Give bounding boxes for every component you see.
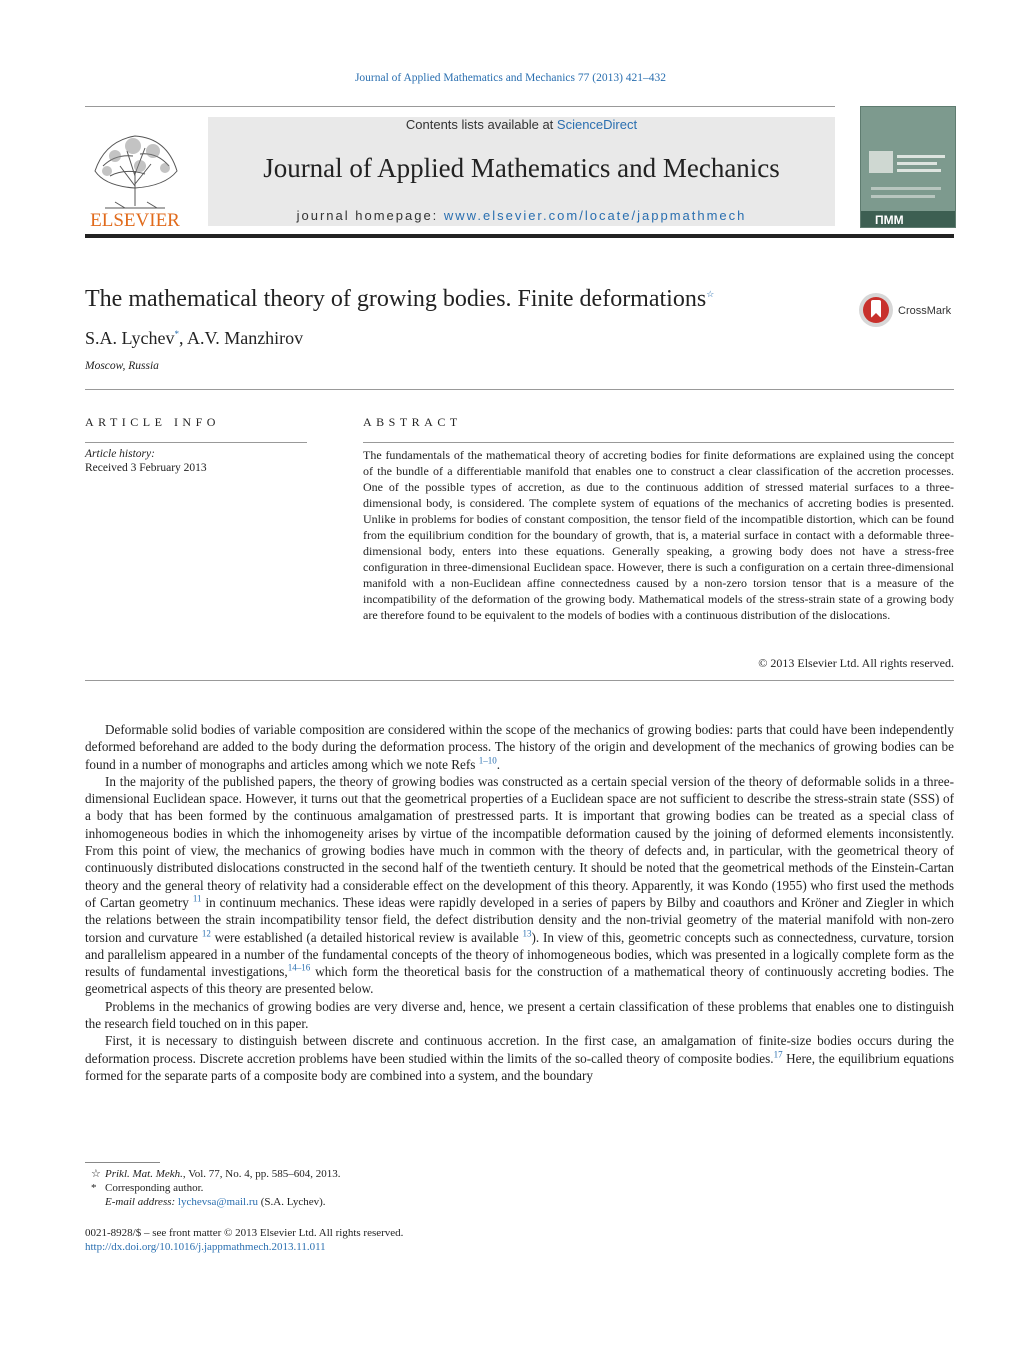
article-info-heading: ARTICLE INFO [85,415,220,429]
corresponding-author-mark[interactable]: * [174,329,179,339]
article-history-label: Article history: [85,448,155,460]
sciencedirect-link[interactable]: ScienceDirect [556,117,638,132]
body-text-run: Here, the equilibrium equations formed for the separate parts of a composite body are combined into a system, and the boundary [85,1050,954,1083]
footnote-corresponding [85,1181,954,1195]
body-text-run: First, it is necessary to distinguish between discrete and continuous accretion. In the first case, an amalgamation of finite-size bodies occurs during the deformation process. Discrete accretion problems have been studied within the limits of the so-called theory of composite bodies. [85,1033,954,1066]
abstract-heading: ABSTRACT [363,415,462,429]
homepage-prefix: journal homepage: [296,208,444,223]
citation-link[interactable]: 12 [201,928,211,939]
citation-link[interactable]: 13 [522,928,532,939]
author-2: A.V. Manzhirov [187,328,304,348]
received-date: Received 3 February 2013 [85,462,207,474]
body-text-run: In the majority of the published papers, the theory of growing bodies was constructed as a certain special version of the theory of deformable solids in a three-dimensional Euclidean space. However, it turns out that the geometrical properties of a Euclidean space are not sufficient to describe the stress-strain state (SSS) of a body that has been formed by the continuous amalgamation of prestressed parts. It is important that growing bodies can be treated as a special class of inhomogeneous bodies in which the inhomogeneity arises by virtue of the incompatible deformation caused by the joining of deformed elements inconsistently. From this point of view, the mechanics of growing bodies have much in common with the theory of defects and, in particular, with the geometrical theory of continuously distributed dislocations constructed in the second half of the twentieth century. It should be noted that the geometrical methods of the Einstein-Cartan theory and the general theory of relativity had a considerable effect on the development of this theory. Apparently, it was Kondo (1955) who first used the methods of Cartan geometry [85,773,954,910]
abstract-divider [363,442,954,443]
paper-title-text: The mathematical theory of growing bodies. Finite deformations [85,286,707,312]
footnote-source [85,1167,954,1181]
contents-prefix: Contents lists available at [405,117,557,132]
citation-link[interactable]: 17 [773,1049,783,1060]
body-text-run: . [496,756,500,772]
abstract-bottom-divider [85,680,954,681]
elsevier-tree-logo [85,116,185,228]
doi-link[interactable]: http://dx.doi.org/10.1016/j.jappmathmech.2013.11.011 [85,1241,326,1253]
crossmark-icon [858,290,958,330]
citation-link[interactable]: 14–16 [287,962,311,973]
contents-line [208,117,835,132]
journal-reference[interactable]: Journal of Applied Mathematics and Mechanics 77 (2013) 421–432 [354,72,667,84]
footnote-divider [85,1162,160,1163]
title-footnote-mark[interactable]: ☆ [706,289,715,299]
affiliation-divider [85,389,954,390]
journal-title: Journal of Applied Mathematics and Mechanics [263,153,780,183]
body-text [85,721,954,1084]
body-paragraph [85,773,954,998]
crossmark-label: CrossMark [898,305,952,317]
footnote-star-mark: ☆ [91,1168,101,1180]
body-paragraph [85,721,954,773]
header-thick-divider [85,234,954,238]
affiliation: Moscow, Russia [85,360,159,372]
abstract-text: The fundamentals of the mathematical theory of accreting bodies for finite deformations are explained using the concept of the bundle of a differentiable manifold that enables one to construct a clear classification of the accretion processes. One of the possible types of accretion, as due to the continuous addition of stressed material surfaces to a three-dimensional body, is considered. The complete system of equations of the mechanics of accreting bodies is presented. Unlike in problems for bodies of constant composition, the tensor field of the incompatible distortion, which can be found from the equilibrium condition for the boundary of growth, that is, a material surface in contact with a deformable three-dimensional body, enters into these equations. Generally speaking, a growing body does not have a stress-free configuration in three-dimensional Euclidean space. However, there is such a configuration on a certain three-dimensional manifold with a non-Euclidean affine connectedness caused by a non-zero torsion tensor that is a measure of the incompatibility of the deformation of the growing body. Mathematical models of the stress-strain state of a growing body are therefore found to be equivalent to the models of bodies with a continuous distribution of the dislocations. [363,448,954,622]
elsevier-wordmark: ELSEVIER [90,210,180,228]
abstract-copyright: © 2013 Elsevier Ltd. All rights reserved. [758,656,954,670]
front-matter [85,1226,403,1254]
body-text-run: Deformable solid bodies of variable composition are considered within the scope of the mechanics of growing bodies: parts that could have been independently deformed beforehand are added to the body during the deformation process. The history of the origin and development of the mechanics of growing bodies can be found in a number of monographs and articles among which we note Refs [85,722,954,772]
author-list [85,328,303,349]
body-paragraph: Problems in the mechanics of growing bodies are very diverse and, hence, we present a certain classification of these problems that enables one to distinguish the research field touched on in this paper. [85,998,954,1032]
citation-link[interactable]: 1–10 [478,755,497,766]
email-label: E-mail address: [105,1196,176,1208]
body-text-run: in continuum mechanics. These ideas were rapidly developed in a series of papers by Bilby and coauthors and Kröner and Ziegler in which the relations between the strain incompatibility tensor field, the defect distribution density and the non-trivial geometry of the material manifold with non-zero torsion and curvature [85,894,954,945]
cover-art [861,107,955,227]
crossmark-badge[interactable] [858,290,958,330]
email-link[interactable]: lychevsa@mail.ru [177,1196,258,1208]
body-paragraph [85,1032,954,1084]
footnote-source-details: , Vol. 77, No. 4, pp. 585–604, 2013. [182,1168,341,1180]
body-text-run: ). In view of this, geometric concepts such as connectedness, curvature, torsion and parallelism appeared in a number of the fundamental concepts of the theory of inhomogeneous bodies, which was presented in a logically complete form as the results of fundamental investigations, [85,929,955,980]
homepage-line [208,208,835,223]
paper-title [85,286,714,313]
footnote-email [85,1195,954,1209]
author-separator: , [179,328,188,348]
body-text-run: which form the theoretical basis for the construction of a mathematical theory of continuously accreting bodies. The geometrical aspects of this theory are presented below. [85,964,954,997]
top-divider [85,106,835,107]
body-text-run: were established (a detailed historical review is available [210,929,523,945]
footnotes [85,1167,954,1209]
cover-title: ПММ [875,213,904,227]
issn-line: 0021-8928/$ – see front matter © 2013 Elsevier Ltd. All rights reserved. [85,1227,404,1239]
author-1: S.A. Lychev [85,328,175,348]
article-info-divider [85,442,307,443]
homepage-link[interactable]: www.elsevier.com/locate/jappmathmech [443,208,747,223]
citation-link[interactable]: 11 [192,893,202,904]
footnote-asterisk-mark: * [91,1182,97,1194]
footnote-source-journal: Prikl. Mat. Mekh. [105,1168,183,1180]
email-owner: (S.A. Lychev). [258,1196,326,1208]
corresponding-author-note: Corresponding author. [105,1182,204,1194]
journal-cover-thumbnail[interactable] [860,106,956,228]
